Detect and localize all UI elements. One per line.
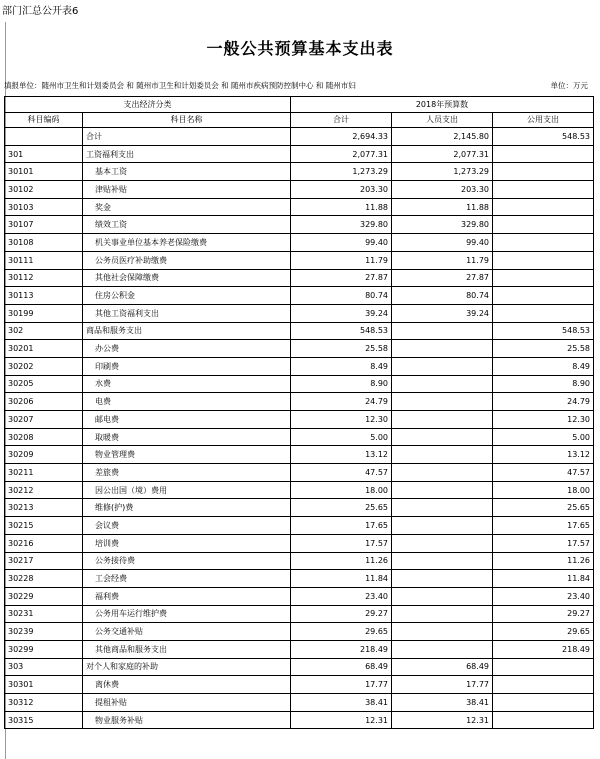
cell-public: 18.00: [493, 481, 594, 499]
cell-public: [493, 163, 594, 181]
table-row: [5, 446, 594, 464]
cell-name: 离休费: [83, 676, 291, 694]
cell-total: 38.41: [291, 694, 392, 712]
cell-personnel: 68.49: [392, 658, 493, 676]
cell-personnel: [392, 587, 493, 605]
cell-personnel: 39.24: [392, 304, 493, 322]
table-row: [5, 322, 594, 340]
cell-personnel: 17.77: [392, 676, 493, 694]
cell-name: 提租补贴: [83, 694, 291, 712]
header-total: 合计: [291, 112, 392, 128]
cell-personnel: 329.80: [392, 216, 493, 234]
cell-name: 其他工资福利支出: [83, 304, 291, 322]
cell-public: 17.57: [493, 534, 594, 552]
table-body: [5, 128, 594, 729]
cell-code: 30206: [5, 393, 83, 411]
cell-name: 办公费: [83, 340, 291, 358]
cell-personnel: 2,077.31: [392, 145, 493, 163]
table-row: [5, 340, 594, 358]
table-row: [5, 428, 594, 446]
cell-total: 17.77: [291, 676, 392, 694]
cell-code: 30217: [5, 552, 83, 570]
table-row: [5, 128, 594, 146]
cell-public: [493, 658, 594, 676]
cell-public: [493, 269, 594, 287]
table-row: [5, 676, 594, 694]
cell-name: 邮电费: [83, 411, 291, 429]
cell-name: 合计: [83, 128, 291, 146]
table-row: [5, 357, 594, 375]
cell-public: 13.12: [493, 446, 594, 464]
table-row: [5, 552, 594, 570]
filing-unit: 填报单位：随州市卫生和计划委员会 和 随州市卫生和计划委员会 和 随州市疾病预防控制中心 和 随州市妇: [4, 81, 356, 90]
cell-public: 47.57: [493, 464, 594, 482]
cell-personnel: 12.31: [392, 711, 493, 729]
cell-personnel: [392, 375, 493, 393]
cell-personnel: [392, 428, 493, 446]
cell-public: 29.27: [493, 605, 594, 623]
cell-personnel: [392, 464, 493, 482]
cell-name: 住房公积金: [83, 287, 291, 305]
cell-code: 30205: [5, 375, 83, 393]
cell-public: 24.79: [493, 393, 594, 411]
cell-name: 其他商品和服务支出: [83, 640, 291, 658]
cell-total: 11.84: [291, 570, 392, 588]
cell-name: 因公出国（境）费用: [83, 481, 291, 499]
table-row: [5, 534, 594, 552]
cell-code: 30228: [5, 570, 83, 588]
cell-name: 津贴补贴: [83, 181, 291, 199]
cell-total: 11.88: [291, 198, 392, 216]
cell-public: 548.53: [493, 322, 594, 340]
cell-public: 218.49: [493, 640, 594, 658]
cell-personnel: 80.74: [392, 287, 493, 305]
table-row: [5, 640, 594, 658]
cell-personnel: [392, 393, 493, 411]
cell-name: 公务用车运行维护费: [83, 605, 291, 623]
cell-code: 30209: [5, 446, 83, 464]
cell-personnel: [392, 552, 493, 570]
cell-public: 17.65: [493, 517, 594, 535]
cell-public: 548.53: [493, 128, 594, 146]
cell-public: 11.26: [493, 552, 594, 570]
cell-total: 80.74: [291, 287, 392, 305]
table-row: [5, 411, 594, 429]
table-row: [5, 181, 594, 199]
cell-code: 30107: [5, 216, 83, 234]
cell-name: 维修(护)费: [83, 499, 291, 517]
cell-personnel: 2,145.80: [392, 128, 493, 146]
cell-code: 30211: [5, 464, 83, 482]
cell-public: [493, 676, 594, 694]
cell-total: 29.65: [291, 623, 392, 641]
table-row: [5, 623, 594, 641]
cell-code: [5, 128, 83, 146]
cell-public: 8.49: [493, 357, 594, 375]
cell-code: 30207: [5, 411, 83, 429]
cell-total: 13.12: [291, 446, 392, 464]
table-row: [5, 393, 594, 411]
cell-code: 30213: [5, 499, 83, 517]
cell-personnel: [392, 481, 493, 499]
cell-total: 47.57: [291, 464, 392, 482]
cell-name: 差旅费: [83, 464, 291, 482]
cell-code: 301: [5, 145, 83, 163]
cell-total: 548.53: [291, 322, 392, 340]
cell-code: 30301: [5, 676, 83, 694]
cell-code: 30111: [5, 251, 83, 269]
cell-code: 30199: [5, 304, 83, 322]
cell-name: 对个人和家庭的补助: [83, 658, 291, 676]
cell-name: 水费: [83, 375, 291, 393]
cell-name: 会议费: [83, 517, 291, 535]
cell-total: 68.49: [291, 658, 392, 676]
cell-code: 303: [5, 658, 83, 676]
table-row: [5, 163, 594, 181]
cell-total: 99.40: [291, 234, 392, 252]
cell-total: 25.65: [291, 499, 392, 517]
cell-code: 30208: [5, 428, 83, 446]
table-row: [5, 304, 594, 322]
table-row: [5, 481, 594, 499]
cell-total: 17.57: [291, 534, 392, 552]
table-row: [5, 269, 594, 287]
cell-name: 基本工资: [83, 163, 291, 181]
table-row: [5, 464, 594, 482]
cell-total: 12.31: [291, 711, 392, 729]
cell-total: 18.00: [291, 481, 392, 499]
cell-total: 218.49: [291, 640, 392, 658]
cell-public: [493, 198, 594, 216]
cell-public: 12.30: [493, 411, 594, 429]
cell-total: 29.27: [291, 605, 392, 623]
cell-personnel: [392, 357, 493, 375]
cell-code: 30231: [5, 605, 83, 623]
cell-total: 25.58: [291, 340, 392, 358]
budget-table: [4, 96, 594, 729]
cell-public: 25.58: [493, 340, 594, 358]
cell-name: 取暖费: [83, 428, 291, 446]
cell-personnel: [392, 446, 493, 464]
header-economic-class: 支出经济分类: [5, 97, 291, 113]
cell-name: 工资福利支出: [83, 145, 291, 163]
cell-public: [493, 287, 594, 305]
cell-code: 30201: [5, 340, 83, 358]
cell-name: 培训费: [83, 534, 291, 552]
cell-code: 30229: [5, 587, 83, 605]
table-row: [5, 605, 594, 623]
cell-code: 30216: [5, 534, 83, 552]
cell-name: 物业服务补贴: [83, 711, 291, 729]
cell-total: 203.30: [291, 181, 392, 199]
cell-public: 29.65: [493, 623, 594, 641]
table-row: [5, 587, 594, 605]
cell-name: 公务员医疗补助缴费: [83, 251, 291, 269]
cell-total: 8.49: [291, 357, 392, 375]
table-row: [5, 570, 594, 588]
cell-total: 5.00: [291, 428, 392, 446]
header-public: 公用支出: [493, 112, 594, 128]
cell-total: 11.79: [291, 251, 392, 269]
cell-total: 27.87: [291, 269, 392, 287]
cell-public: [493, 216, 594, 234]
cell-name: 奖金: [83, 198, 291, 216]
cell-code: 30103: [5, 198, 83, 216]
cell-name: 物业管理费: [83, 446, 291, 464]
cell-personnel: 203.30: [392, 181, 493, 199]
cell-total: 2,077.31: [291, 145, 392, 163]
cell-personnel: [392, 570, 493, 588]
cell-personnel: [392, 517, 493, 535]
table-row: [5, 711, 594, 729]
cell-personnel: 38.41: [392, 694, 493, 712]
cell-personnel: [392, 322, 493, 340]
header-budget-2018: 2018年预算数: [291, 97, 594, 113]
cell-code: 30112: [5, 269, 83, 287]
cell-public: [493, 145, 594, 163]
sheet-title: 部门汇总公开表6: [2, 6, 79, 17]
cell-personnel: [392, 623, 493, 641]
cell-public: [493, 711, 594, 729]
cell-code: 30312: [5, 694, 83, 712]
cell-code: 30212: [5, 481, 83, 499]
cell-total: 39.24: [291, 304, 392, 322]
cell-personnel: 11.79: [392, 251, 493, 269]
cell-code: 30202: [5, 357, 83, 375]
cell-public: 5.00: [493, 428, 594, 446]
cell-personnel: 27.87: [392, 269, 493, 287]
cell-name: 印刷费: [83, 357, 291, 375]
cell-name: 机关事业单位基本养老保险缴费: [83, 234, 291, 252]
cell-personnel: [392, 605, 493, 623]
cell-total: 2,694.33: [291, 128, 392, 146]
cell-public: 8.90: [493, 375, 594, 393]
cell-code: 30239: [5, 623, 83, 641]
table-row: [5, 287, 594, 305]
cell-total: 12.30: [291, 411, 392, 429]
cell-name: 其他社会保障缴费: [83, 269, 291, 287]
header-name: 科目名称: [83, 112, 291, 128]
table-row: [5, 251, 594, 269]
cell-public: [493, 694, 594, 712]
cell-public: 11.84: [493, 570, 594, 588]
cell-code: 30299: [5, 640, 83, 658]
cell-total: 23.40: [291, 587, 392, 605]
cell-public: [493, 251, 594, 269]
cell-name: 商品和服务支出: [83, 322, 291, 340]
cell-code: 30108: [5, 234, 83, 252]
table-row: [5, 517, 594, 535]
cell-public: 23.40: [493, 587, 594, 605]
cell-total: 329.80: [291, 216, 392, 234]
cell-total: 11.26: [291, 552, 392, 570]
cell-total: 17.65: [291, 517, 392, 535]
cell-total: 8.90: [291, 375, 392, 393]
cell-personnel: [392, 340, 493, 358]
table-row: [5, 375, 594, 393]
cell-name: 电费: [83, 393, 291, 411]
cell-code: 30101: [5, 163, 83, 181]
cell-personnel: [392, 534, 493, 552]
table-row: [5, 145, 594, 163]
table-row: [5, 234, 594, 252]
cell-name: 绩效工资: [83, 216, 291, 234]
cell-personnel: 1,273.29: [392, 163, 493, 181]
cell-personnel: 99.40: [392, 234, 493, 252]
header-code: 科目编码: [5, 112, 83, 128]
cell-code: 30102: [5, 181, 83, 199]
cell-code: 30113: [5, 287, 83, 305]
cell-personnel: [392, 411, 493, 429]
table-row: [5, 198, 594, 216]
cell-public: [493, 234, 594, 252]
unit-label: 单位：万元: [550, 81, 588, 90]
table-row: [5, 499, 594, 517]
cell-name: 福利费: [83, 587, 291, 605]
cell-public: 25.65: [493, 499, 594, 517]
cell-personnel: [392, 499, 493, 517]
cell-code: 30315: [5, 711, 83, 729]
cell-name: 工会经费: [83, 570, 291, 588]
cell-personnel: 11.88: [392, 198, 493, 216]
table-row: [5, 216, 594, 234]
table-row: [5, 658, 594, 676]
cell-personnel: [392, 640, 493, 658]
cell-code: 30215: [5, 517, 83, 535]
header-personnel: 人员支出: [392, 112, 493, 128]
table-row: [5, 694, 594, 712]
cell-public: [493, 181, 594, 199]
page-title: 一般公共预算基本支出表: [206, 39, 394, 58]
cell-public: [493, 304, 594, 322]
cell-name: 公务接待费: [83, 552, 291, 570]
cell-code: 302: [5, 322, 83, 340]
cell-total: 1,273.29: [291, 163, 392, 181]
cell-total: 24.79: [291, 393, 392, 411]
cell-name: 公务交通补贴: [83, 623, 291, 641]
